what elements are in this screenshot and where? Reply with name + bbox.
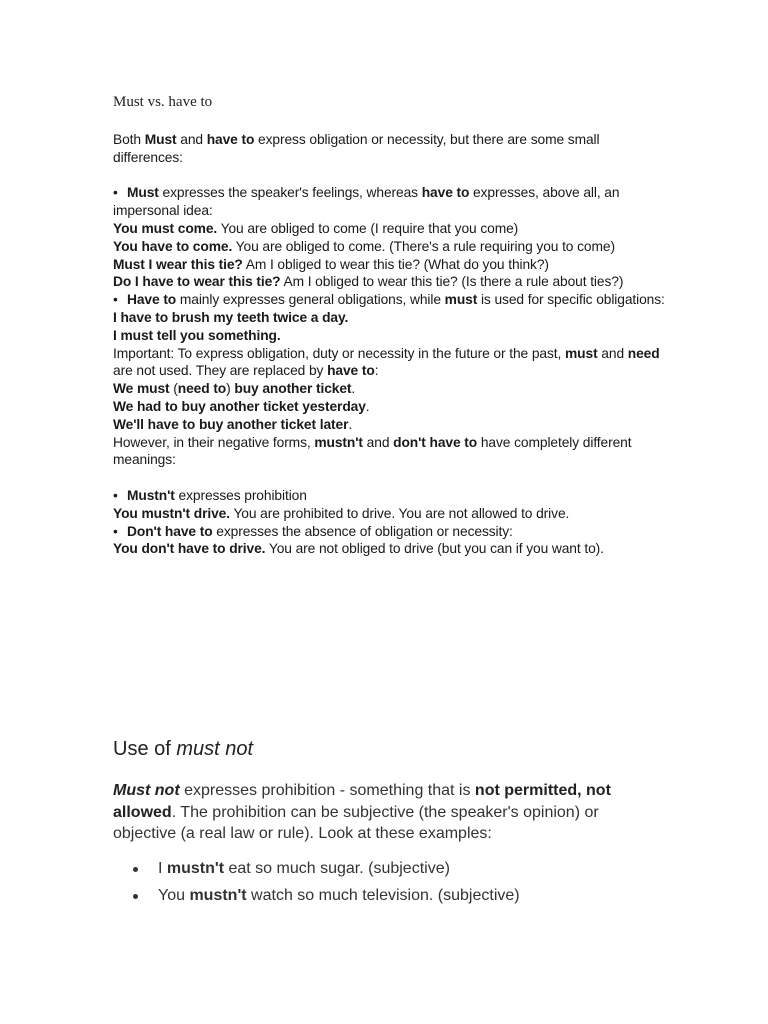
bullet-icon bbox=[133, 867, 138, 872]
section-paragraph: Must not expresses prohibition - something that is not permitted, not allowed. The prohibition can be subjective (the speaker's opinion) or objective (a real law or rule). Look at these examples: bbox=[113, 782, 611, 842]
bullet-point-must: • Must expresses the speaker's feelings, whereas have to expresses, above all, an impersonal idea: bbox=[113, 185, 620, 219]
bullet-point-have-to: • Have to mainly expresses general obligations, while must is used for specific obligations: bbox=[113, 292, 665, 308]
example-list bbox=[113, 858, 673, 912]
bullet-point-dont-have-to: • Don't have to expresses the absence of obligation or necessity: bbox=[113, 523, 513, 539]
example-line: I have to brush my teeth twice a day. bbox=[113, 309, 349, 325]
document-title: Must vs. have to bbox=[113, 94, 213, 110]
example-line: Do I have to wear this tie? Am I obliged to wear this tie? (Is there a rule about ties?) bbox=[113, 274, 624, 290]
however-paragraph: However, in their negative forms, mustn't and don't have to have completely different meanings: bbox=[113, 434, 632, 468]
example-line: You must come. You are obliged to come (I require that you come) bbox=[113, 220, 519, 236]
example-line: You mustn't drive. You are prohibited to drive. You are not allowed to drive. bbox=[113, 505, 570, 521]
bullet-icon bbox=[133, 894, 138, 899]
bullet-icon: • bbox=[113, 487, 118, 503]
main-text bbox=[113, 131, 673, 558]
example-line: Must I wear this tie? Am I obliged to wear this tie? (What do you think?) bbox=[113, 256, 549, 272]
example-line: We had to buy another ticket yesterday. bbox=[113, 398, 370, 414]
intro-paragraph: Both Must and have to express obligation or necessity, but there are some small differences: bbox=[113, 132, 600, 165]
example-line: You have to come. You are obliged to come. (There's a rule requiring you to come) bbox=[113, 238, 615, 254]
bullet-icon: • bbox=[113, 185, 118, 201]
important-note: Important: To express obligation, duty or necessity in the future or the past, must and need are not used. They are replaced by have to: bbox=[113, 345, 660, 379]
bullet-point-mustnt: • Mustn't expresses prohibition bbox=[113, 487, 307, 503]
section-heading: Use of must not bbox=[113, 738, 254, 760]
example-line: We must (need to) buy another ticket. bbox=[113, 381, 356, 397]
bullet-icon: • bbox=[113, 523, 118, 539]
example-line: We'll have to buy another ticket later. bbox=[113, 416, 353, 432]
example-line: You don't have to drive. You are not obliged to drive (but you can if you want to). bbox=[113, 541, 604, 557]
bullet-icon: • bbox=[113, 292, 118, 308]
list-item: You mustn't watch so much television. (subjective) bbox=[113, 885, 673, 912]
list-item: I mustn't eat so much sugar. (subjective) bbox=[113, 858, 673, 885]
example-line: I must tell you something. bbox=[113, 327, 281, 343]
